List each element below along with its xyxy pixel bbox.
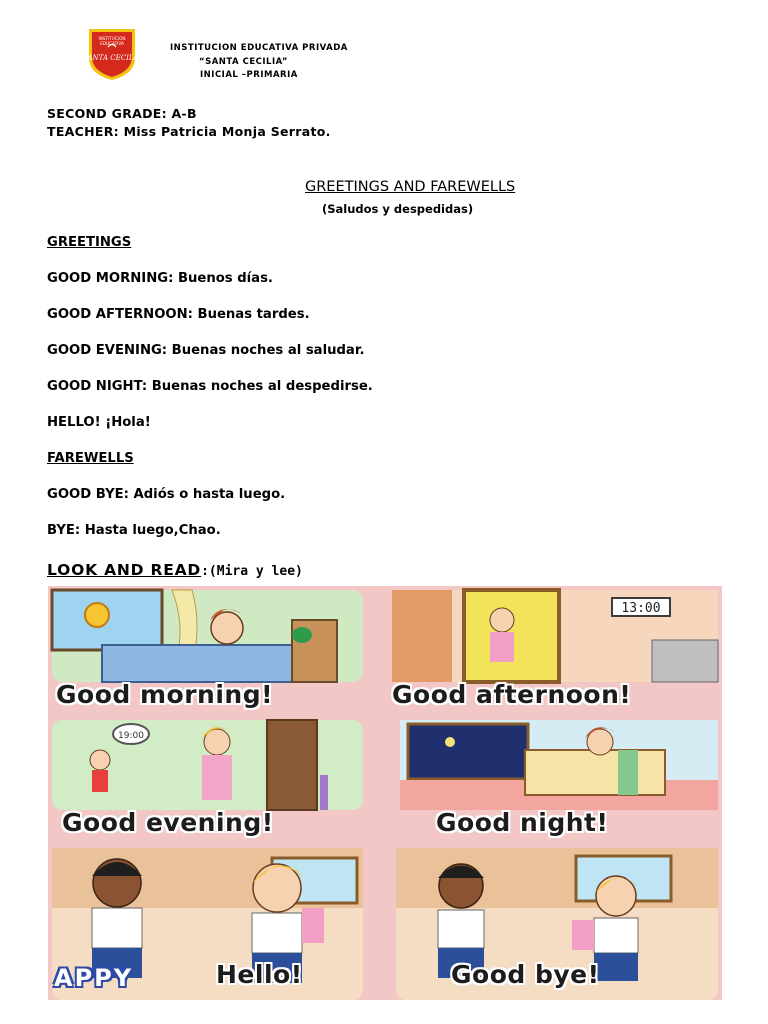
- morning-scene: [52, 590, 363, 682]
- greetings-heading: GREETINGS: [47, 235, 132, 250]
- greetings-illustration: [48, 586, 722, 1000]
- greeting-item: GOOD MORNING: Buenos días.: [47, 271, 273, 286]
- appy-logo-text: APPY: [54, 964, 134, 992]
- logo-name: SANTA CECILIA: [82, 54, 142, 62]
- caption-good-morning: Good morning!: [56, 680, 273, 709]
- greeting-item: HELLO! ¡Hola!: [47, 415, 151, 430]
- caption-hello: Hello!: [216, 960, 303, 989]
- look-and-read-translation: :(Mira y lee): [201, 564, 303, 579]
- school-line-3: INICIAL –PRIMARIA: [200, 70, 298, 80]
- evening-clock-text: 19:00: [118, 731, 144, 741]
- greeting-item: GOOD AFTERNOON: Buenas tardes.: [47, 307, 310, 322]
- afternoon-clock-text: 13:00: [621, 601, 661, 616]
- caption-good-night: Good night!: [436, 808, 609, 837]
- afternoon-panel: [392, 590, 718, 682]
- night-panel: [400, 720, 718, 810]
- school-line-1: INSTITUCION EDUCATIVA PRIVADA: [170, 43, 348, 53]
- logo-text-1: INSTITUCION: [98, 36, 126, 41]
- teacher-line: TEACHER: Miss Patricia Monja Serrato.: [47, 124, 331, 139]
- school-line-2: “SANTA CECILIA”: [199, 57, 288, 67]
- greeting-item: GOOD NIGHT: Buenas noches al despedirse.: [47, 379, 373, 394]
- farewells-heading: FAREWELLS: [47, 451, 134, 466]
- page-title: GREETINGS AND FAREWELLS: [305, 179, 516, 195]
- evening-scene: [52, 720, 363, 810]
- logo-text-2: EDUCATIVA: [100, 41, 124, 46]
- farewell-item: BYE: Hasta luego,Chao.: [47, 523, 221, 538]
- evening-panel: [52, 720, 363, 810]
- school-logo: [82, 26, 142, 82]
- farewell-item: GOOD BYE: Adiós o hasta luego.: [47, 487, 286, 502]
- grade-line: SECOND GRADE: A-B: [47, 106, 197, 121]
- morning-panel: [52, 590, 363, 682]
- look-and-read-heading: [47, 561, 303, 579]
- caption-good-bye: Good bye!: [451, 960, 600, 989]
- look-and-read-label: LOOK AND READ: [47, 561, 202, 579]
- greeting-item: GOOD EVENING: Buenas noches al saludar.: [47, 343, 365, 358]
- caption-good-evening: Good evening!: [62, 808, 274, 837]
- page-subtitle: (Saludos y despedidas): [322, 202, 474, 216]
- night-scene: [400, 720, 718, 810]
- afternoon-scene: [392, 590, 718, 682]
- caption-good-afternoon: Good afternoon!: [392, 680, 632, 709]
